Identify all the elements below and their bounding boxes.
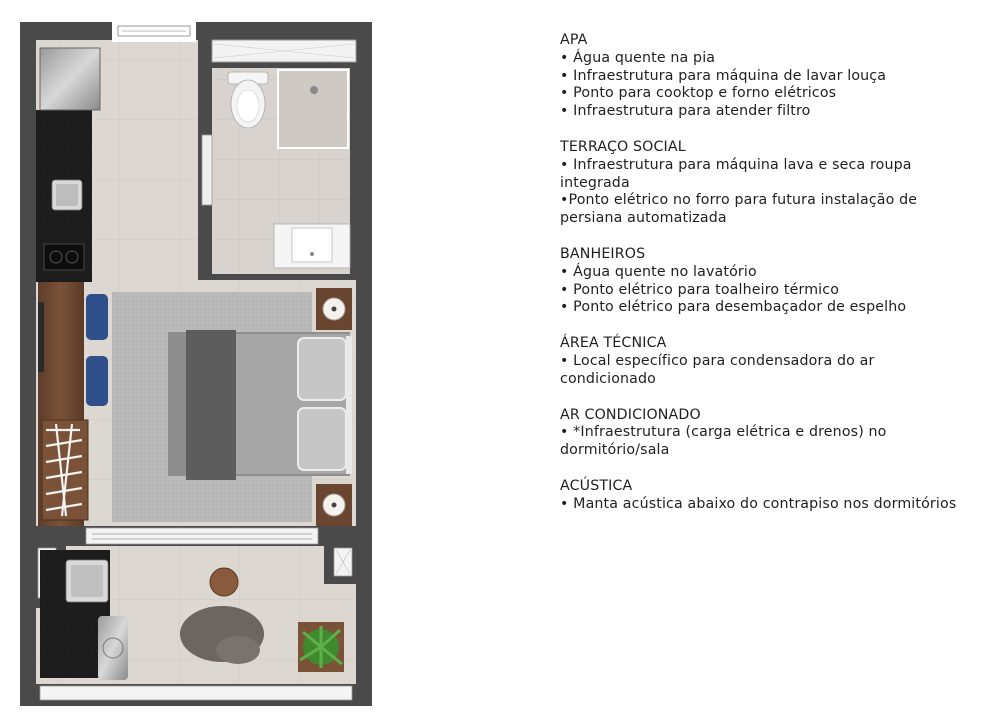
kitchen bbox=[36, 48, 100, 282]
nightstand-top bbox=[316, 288, 352, 330]
bed bbox=[168, 330, 352, 480]
laundry-sink-icon bbox=[66, 560, 108, 602]
spec-line: • Água quente no lavatório bbox=[560, 263, 757, 280]
spec-section-ar-condicionado bbox=[560, 407, 980, 460]
spec-section-area-tecnica bbox=[560, 335, 980, 388]
spec-title: ÁREA TÉCNICA bbox=[560, 335, 667, 352]
terrace-sliding-door[interactable] bbox=[36, 526, 356, 546]
kitchen-sink-icon bbox=[52, 180, 82, 210]
spec-line: dormitório/sala bbox=[560, 442, 670, 459]
spec-line: integrada bbox=[560, 174, 630, 191]
spec-line: • Infraestrutura para máquina de lavar louça bbox=[560, 67, 887, 84]
floor-plan bbox=[0, 0, 380, 721]
spec-title: AR CONDICIONADO bbox=[560, 406, 701, 423]
bathroom-sink-icon bbox=[274, 224, 350, 268]
cooktop-icon bbox=[44, 244, 84, 270]
spec-line: persiana automatizada bbox=[560, 210, 727, 227]
spec-line: • Infraestrutura para atender filtro bbox=[560, 103, 811, 120]
entrance-door[interactable] bbox=[112, 22, 196, 42]
spec-line: • Infraestrutura para máquina lava e seca roupa bbox=[560, 156, 912, 173]
plant-icon bbox=[298, 622, 344, 672]
spec-line: • Local específico para condensadora do ar bbox=[560, 352, 875, 369]
bathroom bbox=[198, 40, 356, 280]
terrace bbox=[36, 546, 356, 684]
spec-line: • Água quente na pia bbox=[560, 49, 716, 66]
spec-title: TERRAÇO SOCIAL bbox=[560, 138, 686, 155]
spec-section-terraco-social bbox=[560, 139, 980, 228]
spec-line: • *Infraestrutura (carga elétrica e drenos) no bbox=[560, 424, 887, 441]
spec-line: •Ponto elétrico no forro para futura instalação de bbox=[560, 192, 918, 209]
spec-title: ACÚSTICA bbox=[560, 477, 633, 494]
spec-section-banheiros bbox=[560, 246, 980, 317]
bottom-facade bbox=[20, 684, 372, 706]
spec-line: • Manta acústica abaixo do contrapiso nos dormitórios bbox=[560, 495, 957, 512]
spec-section-apa bbox=[560, 32, 980, 121]
specifications-list bbox=[560, 32, 980, 532]
washing-machine-icon bbox=[98, 616, 128, 680]
spec-line: • Ponto elétrico para desembaçador de espelho bbox=[560, 299, 907, 316]
nightstand-bottom bbox=[316, 484, 352, 526]
spec-line: condicionado bbox=[560, 370, 657, 387]
spec-title: APA bbox=[560, 32, 588, 48]
spec-line: • Ponto para cooktop e forno elétricos bbox=[560, 85, 837, 102]
spec-title: BANHEIROS bbox=[560, 245, 646, 262]
spec-section-acustica bbox=[560, 478, 980, 514]
wood-panel bbox=[38, 282, 88, 526]
spec-line: • Ponto elétrico para toalheiro térmico bbox=[560, 281, 840, 298]
